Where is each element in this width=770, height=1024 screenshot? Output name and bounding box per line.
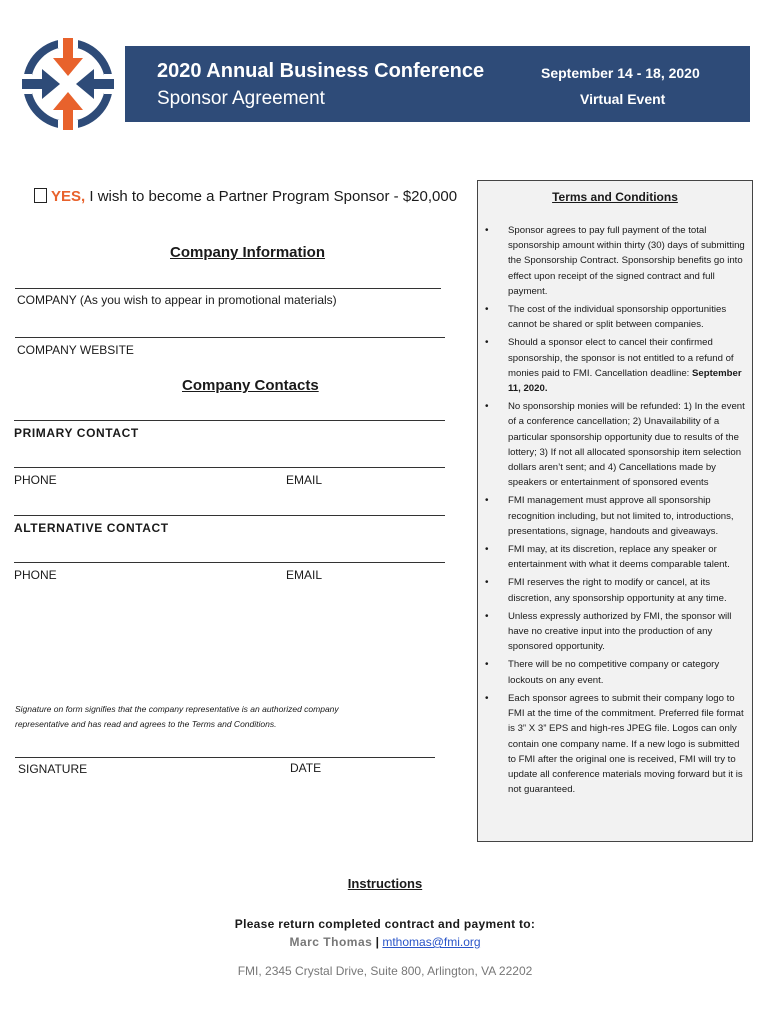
yes-label: YES, <box>51 188 86 205</box>
website-field[interactable] <box>15 337 445 338</box>
company-field[interactable] <box>15 288 441 289</box>
instructions-heading: Instructions <box>347 876 423 891</box>
conference-title: 2020 Annual Business Conference <box>157 60 485 82</box>
signature-date-field[interactable] <box>15 757 435 758</box>
contact-name: Marc Thomas <box>289 935 373 949</box>
event-dates: September 14 - 18, 2020 <box>541 65 700 81</box>
primary-contact-field[interactable] <box>14 420 445 421</box>
primary-contact-label: PRIMARY CONTACT <box>14 426 139 440</box>
header-banner <box>125 46 750 122</box>
alternative-contact-label: ALTERNATIVE CONTACT <box>14 521 169 535</box>
signature-note: Signature on form signifies that the company representative is an authorized company representative and has read and agrees to the Terms and Conditions. <box>15 704 339 729</box>
company-contacts-heading: Company Contacts <box>182 377 319 394</box>
terms-heading: Terms and Conditions <box>552 190 678 204</box>
terms-item: • Each sponsor agrees to submit their company logo to FMI at the time of the commitment. Preferred file format is 3” X 3” EPS and high-res JPEG file. Logos can only contain one company name. If a new logo is submitted to FMI after the original one is received, FMI will try to update all conference materials moving forward but it is not guaranteed. <box>508 691 746 797</box>
signature-label: SIGNATURE <box>18 762 88 776</box>
terms-item: • Unless expressly authorized by FMI, the sponsor will have no creative input into the production of any sponsored opportunity. <box>508 609 746 655</box>
terms-item: • FMI management must approve all sponsorship recognition including, but not limited to, introductions, presentations, signage, handouts and giveaways. <box>508 493 746 539</box>
website-label: COMPANY WEBSITE <box>17 343 134 357</box>
phone-label-primary: PHONE <box>14 473 57 487</box>
event-venue: Virtual Event <box>580 91 666 107</box>
terms-list <box>508 223 746 800</box>
email-label-alternative: EMAIL <box>286 568 323 582</box>
terms-item: • FMI may, at its discretion, replace any speaker or entertainment with what it deems comparable talent. <box>508 542 746 572</box>
terms-item <box>508 335 746 396</box>
terms-item: • FMI reserves the right to modify or cancel, at its discretion, any sponsorship opportunity at any time. <box>508 575 746 605</box>
alternative-contact-field[interactable] <box>14 515 445 516</box>
return-instructions: Please return completed contract and payment to: <box>234 917 536 931</box>
sponsor-checkbox[interactable] <box>34 188 47 203</box>
company-information-heading: Company Information <box>170 244 326 261</box>
phone-label-alternative: PHONE <box>14 568 57 582</box>
fmi-logo <box>20 36 116 132</box>
terms-item-text: Should a sponsor elect to cancel their confirmed sponsorship, the sponsor is not entitled to a refund of monies paid to FMI. Cancellation deadline: <box>508 337 734 379</box>
contact-separator: | <box>372 935 383 949</box>
terms-item: • Sponsor agrees to pay full payment of the total sponsorship amount within thirty (30) days of submitting the Sponsorship Contract. Sponsorship benefits go into effect upon receipt of the signed contract and full payment. <box>508 223 746 299</box>
terms-item: • No sponsorship monies will be refunded: 1) In the event of a conference cancellation; 2) Unavailability of a particular sponsorship opportunity due to results of the lottery; 3) If not all allocated sponsorship item selection dollars aren’t sent; and 4) Cancellations made by speakers or entertainment of sponsored events <box>508 399 746 490</box>
sponsor-option-text: I wish to become a Partner Program Sponsor - $20,000 <box>85 188 458 205</box>
email-label-primary: EMAIL <box>286 473 323 487</box>
company-label: COMPANY (As you wish to appear in promotional materials) <box>17 293 337 307</box>
date-label: DATE <box>290 761 322 775</box>
contact-line <box>0 935 770 949</box>
terms-item: • There will be no competitive company or category lockouts on any event. <box>508 657 746 687</box>
terms-item: • The cost of the individual sponsorship opportunities cannot be shared or split between companies. <box>508 302 746 332</box>
sponsor-option <box>34 188 457 205</box>
cancellation-deadline: September 11, 2020. <box>508 367 742 395</box>
mailing-address: FMI, 2345 Crystal Drive, Suite 800, Arlington, VA 22202 <box>237 964 533 978</box>
contact-email-link[interactable]: mthomas@fmi.org <box>382 935 481 949</box>
alternative-phone-email-field[interactable] <box>14 562 445 563</box>
primary-phone-email-field[interactable] <box>14 467 445 468</box>
agreement-subtitle: Sponsor Agreement <box>157 88 325 109</box>
terms-box <box>477 180 753 842</box>
